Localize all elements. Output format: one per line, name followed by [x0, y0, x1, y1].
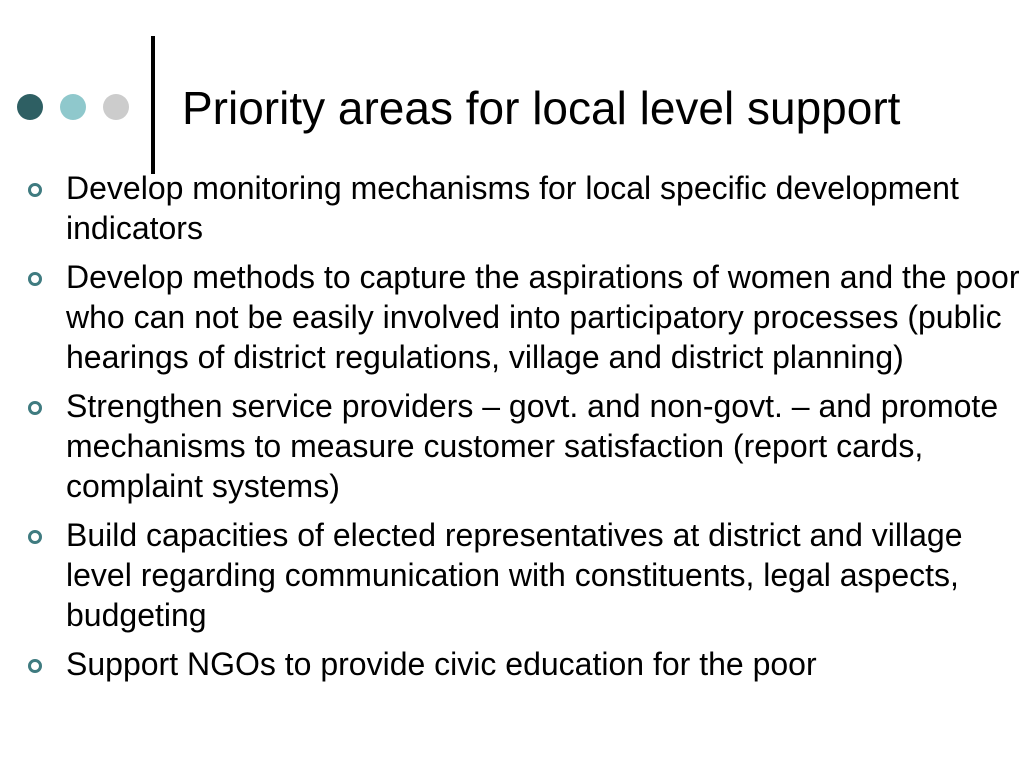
bullet-text: Develop monitoring mechanisms for local specific development indicators [66, 170, 959, 246]
bullet-icon [28, 183, 42, 197]
bullet-item-service-providers [28, 386, 1022, 506]
bullet-list [28, 168, 1022, 693]
dark-teal-dot-icon [17, 94, 43, 120]
bullet-item-ngos [28, 644, 1022, 684]
bullet-text: Develop methods to capture the aspirations of women and the poor who can not be easily involved into participatory processes (public hearings of district regulations, village and district planning) [66, 259, 1020, 375]
bullet-text: Build capacities of elected representatives at district and village level regarding communication with constituents, legal aspects, budgeting [66, 517, 963, 633]
bullet-text: Strengthen service providers – govt. and non-govt. – and promote mechanisms to measure customer satisfaction (report cards, complaint systems) [66, 388, 999, 504]
bullet-text: Support NGOs to provide civic education for the poor [66, 646, 817, 682]
slide-title: Priority areas for local level support [182, 82, 901, 134]
light-teal-dot-icon [60, 94, 86, 120]
title-divider [151, 36, 155, 174]
decorative-dots [15, 94, 135, 124]
bullet-icon [28, 659, 42, 673]
bullet-icon [28, 401, 42, 415]
bullet-item-monitoring [28, 168, 1022, 248]
bullet-icon [28, 272, 42, 286]
bullet-item-capacities [28, 515, 1022, 635]
bullet-icon [28, 530, 42, 544]
gray-dot-icon [103, 94, 129, 120]
bullet-item-aspirations [28, 257, 1022, 377]
